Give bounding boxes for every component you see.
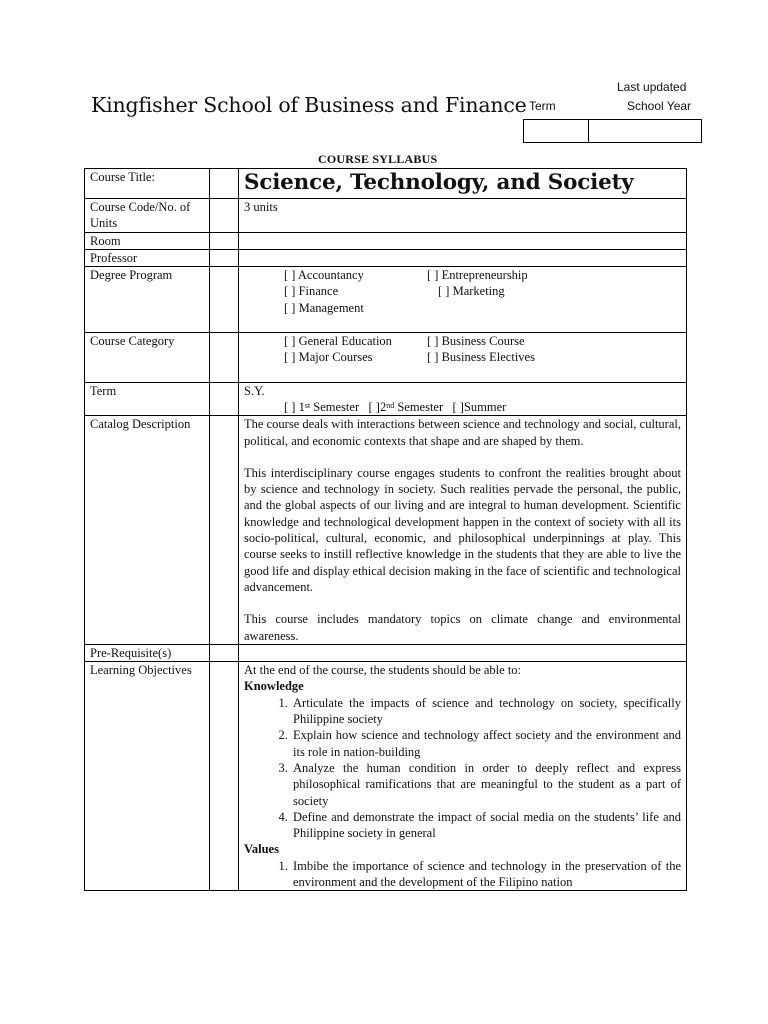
row-course-title <box>85 169 687 199</box>
row-professor <box>85 249 687 266</box>
values-heading: Values <box>244 842 279 857</box>
catalog-description-value <box>239 416 687 645</box>
spacer-cell <box>210 382 239 416</box>
learning-objectives-label: Learning Objectives <box>85 662 210 891</box>
catalog-paragraph: This course includes mandatory topics on climate change and environmental awareness. <box>244 612 681 643</box>
row-catalog-description <box>85 416 687 645</box>
catalog-paragraph: This interdisciplinary course engages students to confront the realities brought about by science and technology in society. Such realities pervade the personal, the public, and the global aspects of our living and are integral to human development. Scientific knowledge and technological development happen in the context of society with all its socio-political, cultural, economic, and philosophical underpinnings at play. This course seeks to instill reflective knowledge in the students that they are able to live the good life and display ethical decision making in the face of scientific and technological advancement. <box>244 465 681 594</box>
option-business-electives: [ ] Business Electives <box>427 350 535 365</box>
syllabus-table <box>84 168 687 891</box>
last-updated-label: Last updated <box>617 80 687 94</box>
spacer-cell <box>210 333 239 383</box>
knowledge-item: 3. Analyze the human condition in order to deeply reflect and express philosophical ramifications that are meaningful to the student as a part of society <box>291 760 681 809</box>
row-prerequisites <box>85 644 687 661</box>
option-business-course: [ ] Business Course <box>427 334 525 349</box>
row-term <box>85 382 687 416</box>
option-accountancy: [ ] Accountancy <box>284 268 364 283</box>
last-updated-box <box>523 119 702 143</box>
term-value <box>239 382 687 416</box>
second-semester-box: Semester [ ]2 <box>310 399 387 414</box>
course-title-value: Science, Technology, and Society <box>239 169 687 199</box>
first-sup: st <box>304 400 311 410</box>
option-major-courses: [ ] Major Courses <box>284 350 373 365</box>
prerequisites-value <box>239 644 687 661</box>
school-name: Kingfisher School of Business and Finance <box>91 93 527 117</box>
professor-label: Professor <box>85 249 210 266</box>
semester-options <box>244 399 681 415</box>
spacer-cell <box>210 249 239 266</box>
option-finance: [ ] Finance <box>284 284 339 299</box>
term-value-cell <box>524 120 589 142</box>
spacer-cell <box>210 232 239 249</box>
catalog-paragraph: The course deals with interactions between science and technology and social, cultural, political, and economic contexts that shape and are shaped by them. <box>244 417 681 448</box>
values-list <box>244 858 681 891</box>
row-room <box>85 232 687 249</box>
degree-program-options <box>239 267 687 333</box>
first-semester-box: [ ] 1 <box>284 399 305 414</box>
knowledge-item: 2. Explain how science and technology affect society and the environment and its role in nation-building <box>291 727 681 760</box>
knowledge-item: 4. Define and demonstrate the impact of social media on the students’ life and Philippine society in general <box>291 809 681 842</box>
course-code-value: 3 units <box>239 199 687 233</box>
course-category-label: Course Category <box>85 333 210 383</box>
document-heading: COURSE SYLLABUS <box>318 152 438 166</box>
objectives-intro: At the end of the course, the students should be able to: <box>244 663 522 678</box>
spacer-cell <box>210 169 239 199</box>
course-code-label: Course Code/No. of Units <box>85 199 210 233</box>
catalog-description-label: Catalog Description <box>85 416 210 645</box>
row-course-category <box>85 333 687 383</box>
spacer-cell <box>210 662 239 891</box>
row-course-code <box>85 199 687 233</box>
knowledge-list <box>244 695 681 842</box>
school-year-value-cell <box>589 120 701 142</box>
school-year-prefix: S.Y. <box>244 383 265 398</box>
option-marketing: [ ] Marketing <box>438 284 505 299</box>
row-degree-program <box>85 267 687 333</box>
row-learning-objectives <box>85 662 687 891</box>
summer-box: Semester [ ]Summer <box>394 399 507 414</box>
room-label: Room <box>85 232 210 249</box>
knowledge-item: 1. Articulate the impacts of science and technology on society, specifically Philippine society <box>291 695 681 728</box>
degree-program-label: Degree Program <box>85 267 210 333</box>
values-item: 1. Imbibe the importance of science and technology in the preservation of the environment and the development of the Filipino nation <box>291 858 681 891</box>
option-entrepreneurship: [ ] Entrepreneurship <box>427 268 528 283</box>
option-management: [ ] Management <box>284 300 364 315</box>
spacer-cell <box>210 644 239 661</box>
prerequisites-label: Pre-Requisite(s) <box>85 644 210 661</box>
knowledge-heading: Knowledge <box>244 679 304 694</box>
second-sup: nd <box>386 400 395 410</box>
spacer-cell <box>210 416 239 645</box>
room-value <box>239 232 687 249</box>
option-general-education: [ ] General Education <box>284 334 392 349</box>
school-year-label: School Year <box>627 99 692 113</box>
course-category-options <box>239 333 687 383</box>
term-label: Term <box>85 382 210 416</box>
spacer-cell <box>210 199 239 233</box>
spacer-cell <box>210 267 239 333</box>
course-title-label: Course Title: <box>85 169 210 199</box>
learning-objectives-value <box>239 662 687 891</box>
term-header-label: Term <box>529 99 556 113</box>
professor-value <box>239 249 687 266</box>
